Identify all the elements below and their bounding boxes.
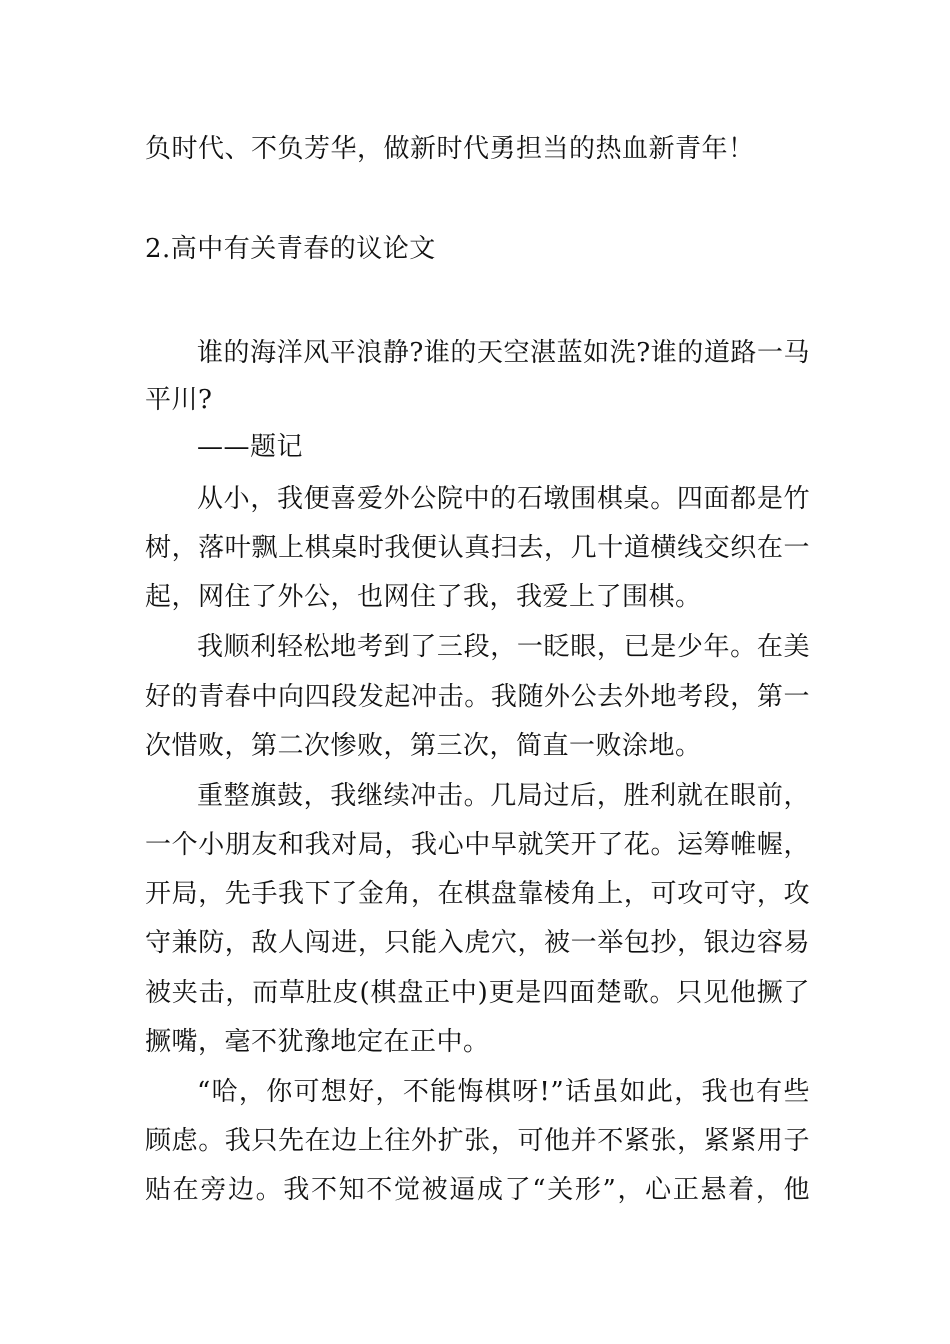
section-heading: 2.高中有关青春的议论文 (145, 234, 436, 264)
paragraph-line: 好的青春中向四段发起冲击。我随外公去外地考段，第一 (145, 682, 810, 712)
paragraph-line: 从小，我便喜爱外公院中的石墩围棋桌。四面都是竹 (197, 484, 810, 514)
paragraph-line: 撅嘴，毫不犹豫地定在正中。 (145, 1027, 490, 1057)
paragraph-line: 树，落叶飘上棋桌时我便认真扫去，几十道横线交织在一 (145, 533, 810, 563)
epigraph-attribution: ——题记 (197, 432, 304, 462)
paragraph-line: 顾虑。我只先在边上往外扩张，可他并不紧张，紧紧用子 (145, 1126, 810, 1156)
epigraph-line: 平川? (145, 385, 213, 415)
paragraph-line: 我顺利轻松地考到了三段，一眨眼，已是少年。在美 (197, 632, 810, 662)
paragraph-line: 一个小朋友和我对局，我心中早就笑开了花。运筹帷幄， (145, 830, 810, 860)
paragraph-line: 被夹击，而草肚皮(棋盘正中)更是四面楚歌。只见他撅了 (145, 978, 810, 1008)
paragraph-line: “哈，你可想好，不能悔棋呀!”话虽如此，我也有些 (197, 1077, 810, 1107)
epigraph-line: 谁的海洋风平浪静?谁的天空湛蓝如洗?谁的道路一马 (197, 338, 810, 368)
intro-line: 负时代、不负芳华，做新时代勇担当的热血新青年！ (145, 134, 755, 164)
paragraph-line: 守兼防，敌人闯进，只能入虎穴，被一举包抄，银边容易 (145, 928, 810, 958)
paragraph-line: 开局，先手我下了金角，在棋盘靠棱角上，可攻可守，攻 (145, 879, 810, 909)
paragraph-line: 贴在旁边。我不知不觉被逼成了“关形”，心正悬着，他 (145, 1175, 810, 1205)
paragraph-line: 次惜败，第二次惨败，第三次，简直一败涂地。 (145, 731, 702, 761)
paragraph-line: 重整旗鼓，我继续冲击。几局过后，胜利就在眼前， (197, 781, 810, 811)
paragraph-line: 起，网住了外公，也网住了我，我爱上了围棋。 (145, 582, 702, 612)
